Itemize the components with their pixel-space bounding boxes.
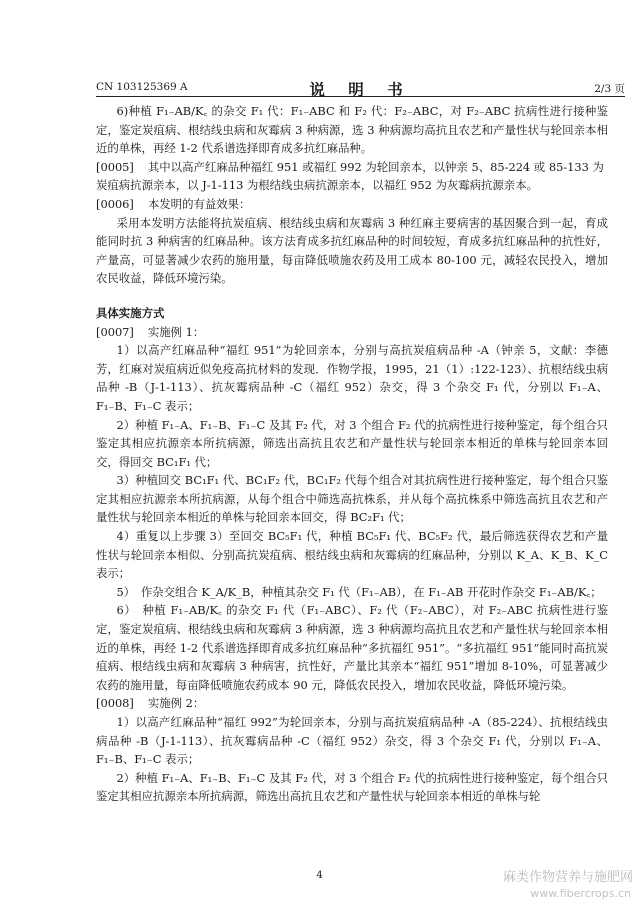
paragraph-number: [0005] bbox=[96, 159, 134, 174]
document-body bbox=[96, 102, 608, 806]
body-paragraph: 2）种植 F₁₋A、F₁₋B、F₁₋C 及其 F₂ 代，对 3 个组合 F₂ 代的抗病性进行接种鉴定，每个组合只鉴定其相应抗源亲本所抗病源，筛选出高抗且农艺和产量性状与轮回亲本相近的单株与轮回亲本回交，得回交 BC₁F₁ 代； bbox=[96, 417, 608, 469]
document-title: 说 明 书 bbox=[309, 80, 412, 99]
body-paragraph: 4）重复以上步骤 3）至回交 BC₅F₁ 代，种植 BC₅F₁ 代、BC₅F₂ 代，最后筛选获得农艺和产量性状与轮回亲本相似、分别高抗炭疽病、根结线虫病和灰霉病的红麻品种，分别以 K_A、K_B、K_C 表示； bbox=[96, 529, 608, 581]
body-paragraph: 2）种植 F₁₋A、F₁₋B、F₁₋C 及其 F₂ 代，对 3 个组合 F₂ 代的抗病性进行接种鉴定，每个组合只鉴定其相应抗源亲本所抗病源，筛选出高抗且农艺和产量性状与轮回亲本相近的单株与轮 bbox=[96, 770, 608, 804]
paragraph-text: 本发明的有益效果： bbox=[147, 196, 251, 211]
paragraph-number: [0007] bbox=[96, 324, 134, 339]
body-paragraph: 6)种植 F₁₋AB/K꜀ 的杂交 F₁ 代：F₁₋ABC 和 F₂ 代：F₂₋ABC，对 F₂₋ABC 抗病性进行接种鉴定，鉴定炭疽病、根结线虫病和灰霉病 3 种病源，选 3 种病源均高抗且农艺和产量性状与轮回亲本相近的单株，再经 1-2 代系谱选择即育成多抗红麻品种。 bbox=[96, 104, 608, 156]
numbered-paragraph bbox=[96, 323, 608, 342]
numbered-paragraph bbox=[96, 195, 608, 214]
paragraph-number: [0008] bbox=[96, 696, 134, 711]
header-rule bbox=[96, 96, 625, 97]
section-heading: 具体实施方式 bbox=[96, 305, 165, 320]
patent-number: CN 103125369 A bbox=[96, 81, 188, 93]
paragraph-text: 实施例 1： bbox=[147, 324, 205, 339]
page-reference: 2/3 页 bbox=[594, 83, 625, 95]
numbered-paragraph bbox=[96, 694, 608, 713]
page-number: 4 bbox=[316, 870, 323, 881]
paragraph-number: [0006] bbox=[96, 196, 134, 211]
body-paragraph: 采用本发明方法能将抗炭疽病、根结线虫病和灰霉病 3 种红麻主要病害的基因聚合到一起，育成能同时抗 3 种病害的红麻品种。该方法育成多抗红麻品种的时间较短，育成多抗红麻品种的抗性好，产量高，可显著减少农药的施用量，每亩降低喷施农药及用工成本 80-100 元，减轻农民投入，增加农民收益，降低环境污染。 bbox=[96, 215, 608, 286]
watermark-url: www.fibercrops.cn bbox=[530, 887, 631, 900]
body-paragraph: 1）以高产红麻品种“福红 951”为轮回亲本，分别与高抗炭疽病品种 -A（钟亲 5，文献：李德芳，红麻对炭疽病近似免疫高抗材料的发现．作物学报，1995，21（1）:122-123）、抗根结线虫病品种 -B（J-1-113）、抗灰霉病品种 -C（福红 952）杂交，得 3 个杂交 F₁ 代，分别以 F₁₋A、F₁₋B、F₁₋C 表示； bbox=[96, 343, 608, 413]
numbered-paragraph bbox=[96, 158, 608, 195]
body-paragraph: 6） 种植 F₁₋AB/K꜀ 的杂交 F₁ 代（F₁₋ABC）、F₂ 代（F₂₋ABC），对 F₂₋ABC 抗病性进行鉴定，鉴定炭疽病、根结线虫病和灰霉病 3 种病源，选 3 种病源均高抗且农艺和产量性状与轮回亲本相近的单株，再经 1-2 代系谱选择即育成多抗红麻品种“多抗福红 951”。“多抗福红 951”能同时高抗炭疽病、根结线虫病和灰霉病 3 种病害，抗性好，产量比其亲本“福红 951”增加 8-10%，可显著减少农药的施用量，每亩降低喷施农药成本 90 元，降低农民投入，增加农民收益，降低环境污染。 bbox=[96, 603, 608, 692]
paragraph-text: 实施例 2： bbox=[147, 696, 205, 711]
body-paragraph: 3）种植回交 BC₁F₁ 代、BC₁F₂ 代，BC₁F₂ 代每个组合对其抗病性进行接种鉴定，每个组合只鉴定其相应抗源亲本所抗病源，从每个组合中筛选高抗株系，并从每个高抗株系中筛选高抗且农艺和产量性状与轮回亲本相近的单株与轮回亲本回交，得 BC₂F₁ 代； bbox=[96, 473, 608, 525]
page-header bbox=[96, 79, 625, 97]
paragraph-text: 其中以高产红麻品种福红 951 或福红 992 为轮回亲本，以钟亲 5、85-224 或 85-133 为炭疽病抗源亲本，以 J-1-113 为根结线虫病抗源亲本，以福红 952 为灰霉病抗源亲本。 bbox=[96, 159, 604, 193]
watermark-site-name: 麻类作物营养与施肥网 bbox=[502, 870, 633, 885]
body-paragraph: 5） 作杂交组合 K_A/K_B，种植其杂交 F₁ 代（F₁₋AB），在 F₁₋AB 开花时作杂交 F₁₋AB/K꜀； bbox=[116, 584, 602, 599]
body-paragraph: 1）以高产红麻品种“福红 992”为轮回亲本，分别与高抗炭疽病品种 -A（85-224）、抗根结线虫病品种 -B（J-1-113）、抗灰霉病品种 -C（福红 952）杂交，得 3 个杂交 F₁ 代，分别以 F₁₋A、F₁₋B、F₁₋C 表示； bbox=[96, 715, 608, 767]
